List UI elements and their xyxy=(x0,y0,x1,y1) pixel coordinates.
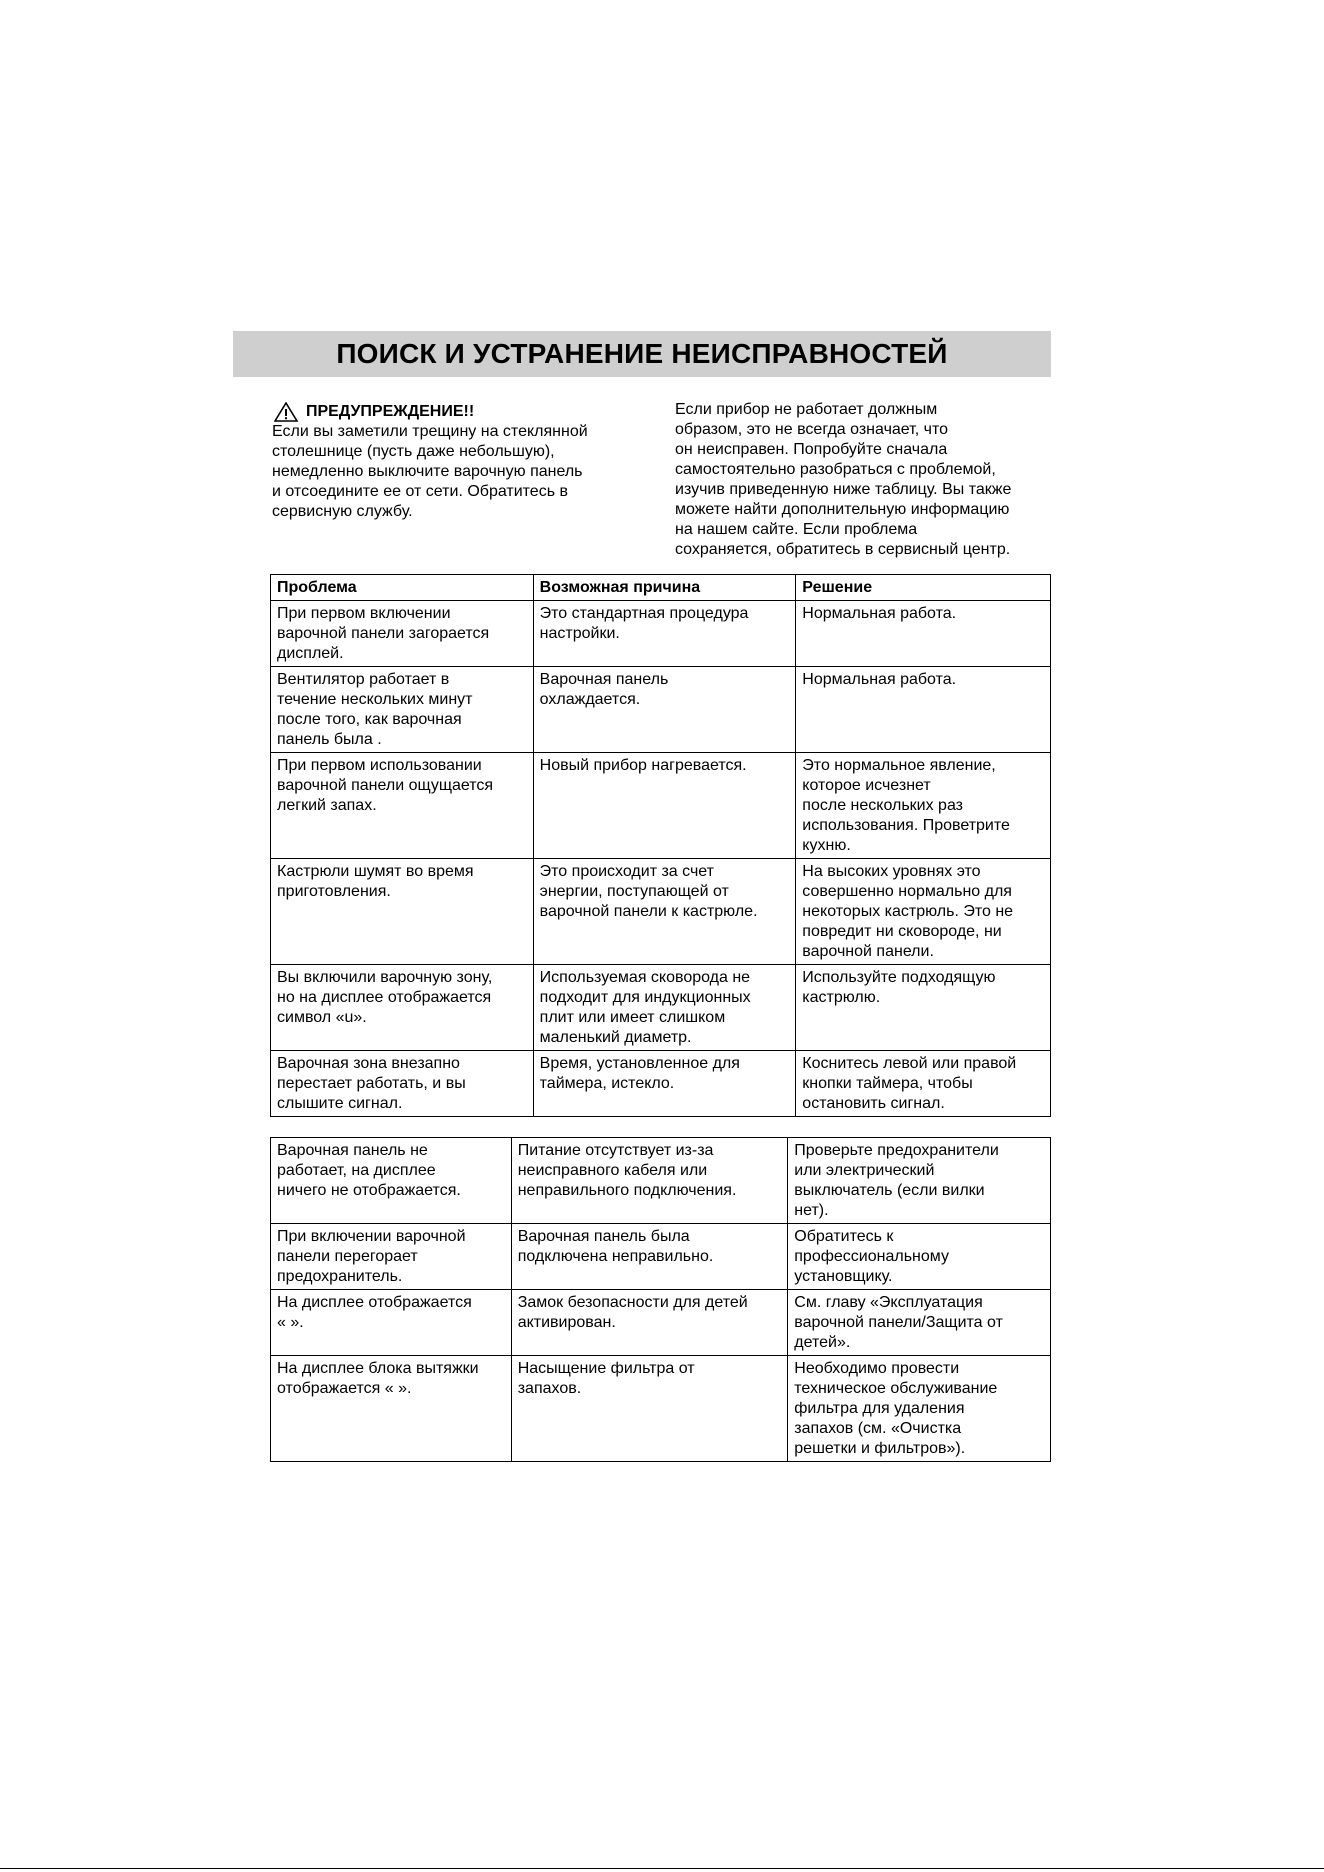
cause-cell: Используемая сковорода не подходит для индукционных плит или имеет слишком маленький диаметр. xyxy=(533,965,796,1051)
troubleshooting-table-1 xyxy=(270,574,1051,1117)
warning-heading: ПРЕДУПРЕЖДЕНИЕ!! xyxy=(306,403,475,420)
cause-cell: Время, установленное для таймера, истекло. xyxy=(533,1051,796,1117)
problem-cell: На дисплее блока вытяжки отображается « ». xyxy=(271,1356,512,1462)
title-bar xyxy=(233,331,1051,377)
table-row xyxy=(271,965,1051,1051)
warning-block xyxy=(272,402,642,522)
table-row xyxy=(271,601,1051,667)
solution-cell: Это нормальное явление, которое исчезнет после нескольких раз использования. Проветрите кухню. xyxy=(796,753,1051,859)
problem-cell: На дисплее отображается « ». xyxy=(271,1290,512,1356)
table-row xyxy=(271,1051,1051,1117)
table-row xyxy=(271,1138,1051,1224)
cause-cell: Насыщение фильтра от запахов. xyxy=(511,1356,788,1462)
cause-cell: Это происходит за счет энергии, поступающей от варочной панели к кастрюле. xyxy=(533,859,796,965)
header-problem: Проблема xyxy=(271,575,534,601)
cause-cell: Варочная панель была подключена неправильно. xyxy=(511,1224,788,1290)
solution-cell: Проверьте предохранители или электрический выключатель (если вилки нет). xyxy=(788,1138,1051,1224)
warning-triangle-icon xyxy=(274,402,298,422)
table-row xyxy=(271,1224,1051,1290)
problem-cell: При первом включении варочной панели загорается дисплей. xyxy=(271,601,534,667)
cause-cell: Новый прибор нагревается. xyxy=(533,753,796,859)
problem-cell: Вы включили варочную зону, но на дисплее отображается символ «u». xyxy=(271,965,534,1051)
table-row xyxy=(271,667,1051,753)
problem-cell: Вентилятор работает в течение нескольких минут после того, как варочная панель была . xyxy=(271,667,534,753)
solution-cell: На высоких уровнях это совершенно нормально для некоторых кастрюль. Это не повредит ни сковороде, ни варочной панели. xyxy=(796,859,1051,965)
cause-cell: Питание отсутствует из-за неисправного кабеля или неправильного подключения. xyxy=(511,1138,788,1224)
solution-cell: См. главу «Эксплуатация варочной панели/Защита от детей». xyxy=(788,1290,1051,1356)
solution-cell: Нормальная работа. xyxy=(796,667,1051,753)
table-row xyxy=(271,1290,1051,1356)
page-title: ПОИСК И УСТРАНЕНИЕ НЕИСПРАВНОСТЕЙ xyxy=(336,338,948,369)
header-solution: Решение xyxy=(796,575,1051,601)
table-header-row xyxy=(271,575,1051,601)
solution-cell: Необходимо провести техническое обслуживание фильтра для удаления запахов (см. «Очистка решетки и фильтров»). xyxy=(788,1356,1051,1462)
table-row xyxy=(271,753,1051,859)
warning-heading-row xyxy=(272,402,642,422)
problem-cell: Кастрюли шумят во время приготовления. xyxy=(271,859,534,965)
intro-text: Если прибор не работает должным образом, это не всегда означает, что он неисправен. Попробуйте сначала самостоятельно разобраться с проблемой, изучив приведенную ниже таблицу. Вы также можете найти дополнительную информацию на нашем сайте. Если проблема сохраняется, обратитесь в сервисный центр. xyxy=(675,401,1012,558)
problem-cell: При первом использовании варочной панели ощущается легкий запах. xyxy=(271,753,534,859)
solution-cell: Нормальная работа. xyxy=(796,601,1051,667)
table-row xyxy=(271,859,1051,965)
warning-text: Если вы заметили трещину на стеклянной столешнице (пусть даже небольшую), немедленно выключите варочную панель и отсоедините ее от сети. Обратитесь в сервисную службу. xyxy=(272,423,588,520)
table-row xyxy=(271,1356,1051,1462)
problem-cell: Варочная зона внезапно перестает работать, и вы слышите сигнал. xyxy=(271,1051,534,1117)
cause-cell: Это стандартная процедура настройки. xyxy=(533,601,796,667)
header-cause: Возможная причина xyxy=(533,575,796,601)
footer-rule xyxy=(0,1868,1324,1869)
problem-cell: Варочная панель не работает, на дисплее ничего не отображается. xyxy=(271,1138,512,1224)
cause-cell: Замок безопасности для детей активирован. xyxy=(511,1290,788,1356)
solution-cell: Используйте подходящую кастрюлю. xyxy=(796,965,1051,1051)
cause-cell: Варочная панель охлаждается. xyxy=(533,667,796,753)
solution-cell: Коснитесь левой или правой кнопки таймера, чтобы остановить сигнал. xyxy=(796,1051,1051,1117)
solution-cell: Обратитесь к профессиональному установщику. xyxy=(788,1224,1051,1290)
problem-cell: При включении варочной панели перегорает предохранитель. xyxy=(271,1224,512,1290)
troubleshooting-table-2 xyxy=(270,1137,1051,1462)
